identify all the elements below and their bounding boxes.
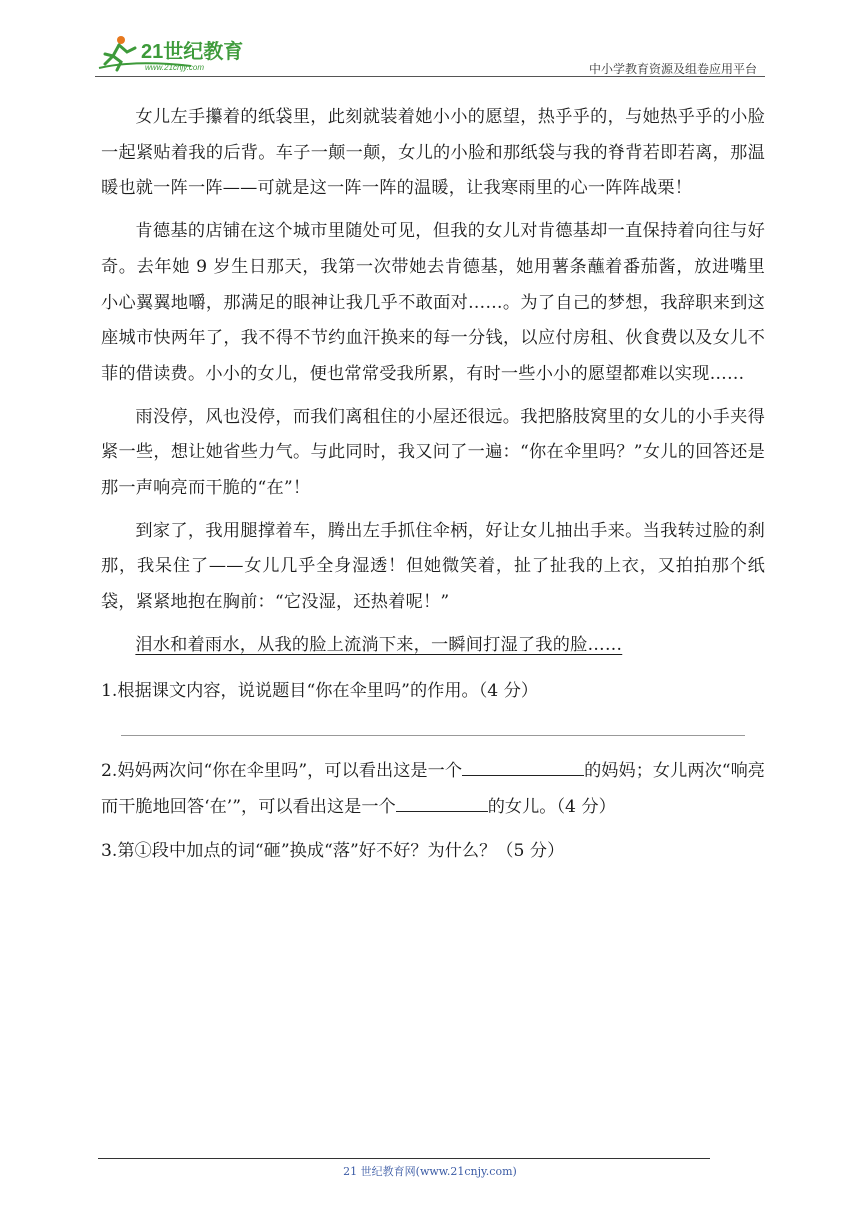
passage-paragraph-3: 雨没停，风也没停，而我们离租住的小屋还很远。我把胳肢窝里的女儿的小手夹得紧一些，想让她省些力气。与此同时，我又问了一遍：“你在伞里吗？”女儿的回答还是那一声响亮而干脆的“在”！ (101, 406, 765, 499)
logo-url: www.21cnjy.com (145, 63, 204, 72)
question-2-part-1: 2.妈妈两次问“你在伞里吗”，可以看出这是一个 (101, 761, 463, 782)
footer-divider (98, 1158, 710, 1159)
answer-line-1[interactable] (121, 735, 745, 736)
passage-paragraph-1: 女儿左手攥着的纸袋里，此刻就装着她小小的愿望，热乎乎的，与她热乎乎的小脸一起紧贴着我的后背。车子一颠一颠，女儿的小脸和那纸袋与我的脊背若即若离，那温暖也就一阵一阵——可就是这一阵一阵的温暖，让我寒雨里的心一阵阵战栗！ (101, 107, 765, 199)
running-figure-icon (95, 32, 265, 76)
question-1: 1.根据课文内容，说说题目“你在伞里吗”的作用。（4 分） (101, 680, 539, 701)
question-2-part-3: 的女儿。（4 分） (487, 796, 616, 817)
underlined-sentence: 泪水和着雨水，从我的脸上流淌下来，一瞬间打湿了我的脸…… (135, 634, 623, 655)
page-header (95, 32, 765, 80)
site-logo (95, 32, 265, 76)
logo-text: 21世纪教育 (141, 41, 244, 63)
answer-blank-mother[interactable] (462, 757, 584, 776)
footer-text: 21 世纪教育网(www.21cnjy.com) (343, 1165, 517, 1178)
question-2 (101, 754, 765, 825)
passage-paragraph-5 (101, 628, 765, 664)
header-divider (95, 76, 765, 77)
passage-paragraph-2: 肯德基的店铺在这个城市里随处可见，但我的女儿对肯德基却一直保持着向往与好奇。去年她 9 岁生日那天，我第一次带她去肯德基，她用薯条蘸着番茄酱，放进嘴里小心翼翼地嚼，那满足的眼神让我几乎不敢面对……。为了自己的梦想，我辞职来到这座城市快两年了，我不得不节约血汗换来的每一分钱，以应付房租、伙食费以及女儿不菲的借读费。小小的女儿，便也常常受我所累，有时一些小小的愿望都难以实现…… (101, 221, 765, 384)
page-content (101, 100, 765, 869)
answer-blank-daughter[interactable] (396, 793, 488, 812)
header-platform-text: 中小学教育资源及组卷应用平台 (588, 62, 757, 76)
question-2-part-2: 的妈妈；女儿两次“响亮而干脆地回答‘在’”，可以看出这是一个 (101, 761, 765, 817)
question-3: 3.第①段中加点的词“砸”换成“落”好不好？为什么？（5 分） (101, 840, 565, 861)
passage-paragraph-4: 到家了，我用腿撑着车，腾出左手抓住伞柄，好让女儿抽出手来。当我转过脸的刹那，我呆住了——女儿几乎全身湿透！但她微笑着，扯了扯我的上衣，又拍拍那个纸袋，紧紧地抱在胸前：“它没湿，还热着呢！” (101, 520, 765, 613)
